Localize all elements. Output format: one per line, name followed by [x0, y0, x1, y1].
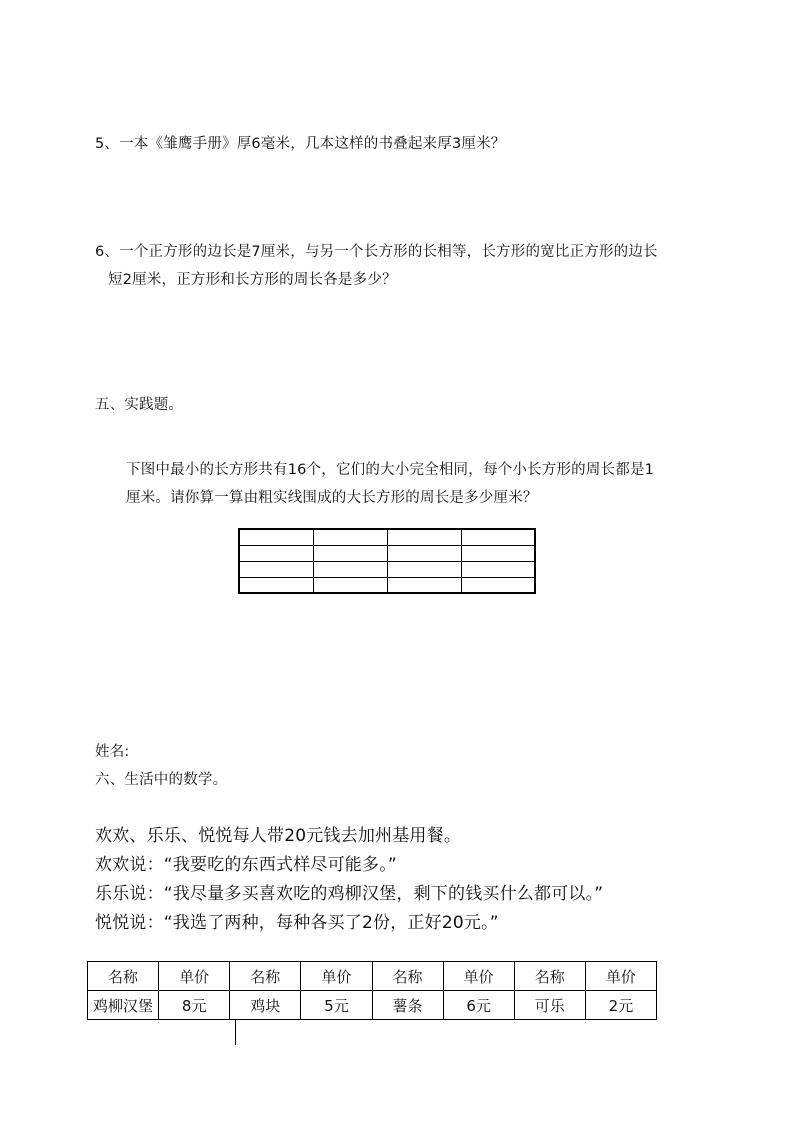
section-6-line-1: 欢欢、乐乐、悦悦每人带20元钱去加州基用餐。: [95, 826, 462, 846]
section-6-line-4: 悦悦说：“我选了两种，每种各买了2份，正好20元。”: [95, 913, 499, 933]
table-header-cell: 单价: [443, 962, 514, 991]
section-5-title: 五、实践题。: [95, 397, 184, 413]
table-cell: 5元: [301, 991, 372, 1020]
table-header-cell: 名称: [514, 962, 585, 991]
table-header-cell: 单价: [159, 962, 230, 991]
question-6-line-1: 6、一个正方形的边长是7厘米，与另一个长方形的长相等，长方形的宽比正方形的边长: [95, 244, 658, 260]
table-cell: 2元: [585, 991, 656, 1020]
section-6-line-3: 乐乐说：“我尽量多买喜欢吃的鸡柳汉堡，剩下的钱买什么都可以。”: [95, 884, 604, 904]
question-6-line-2: 短2厘米，正方形和长方形的周长各是多少？: [108, 272, 397, 288]
table-header-cell: 名称: [230, 962, 301, 991]
table-header-cell: 名称: [372, 962, 443, 991]
name-label: 姓名:: [95, 744, 130, 760]
table-cell: 薯条: [372, 991, 443, 1020]
section-5-text-line-2: 厘米。请你算一算由粗实线围成的大长方形的周长是多少厘米？: [126, 490, 538, 506]
table-cell: 鸡块: [230, 991, 301, 1020]
grid-horizontal-line: [240, 545, 534, 546]
table-header-row: [88, 962, 657, 991]
table-row: [88, 991, 657, 1020]
table-header-cell: 单价: [301, 962, 372, 991]
grid-horizontal-line: [240, 577, 534, 578]
question-5: 5、一本《雏鹰手册》厚6毫米，几本这样的书叠起来厚3厘米？: [95, 136, 506, 152]
grid-horizontal-line: [240, 561, 534, 562]
table-cell: 8元: [159, 991, 230, 1020]
section-5-text-line-1: 下图中最小的长方形共有16个，它们的大小完全相同，每个小长方形的周长都是1: [126, 462, 655, 478]
table-header-cell: 名称: [88, 962, 159, 991]
table-cell: 6元: [443, 991, 514, 1020]
section-6-line-2: 欢欢说：“我要吃的东西式样尽可能多。”: [95, 855, 397, 875]
section-6-title: 六、生活中的数学。: [95, 772, 228, 788]
table-cell: 可乐: [514, 991, 585, 1020]
rectangle-grid: [238, 528, 536, 594]
table-stub-line: [235, 1019, 236, 1045]
price-table: [87, 961, 657, 1020]
table-cell: 鸡柳汉堡: [88, 991, 159, 1020]
table-header-cell: 单价: [585, 962, 656, 991]
